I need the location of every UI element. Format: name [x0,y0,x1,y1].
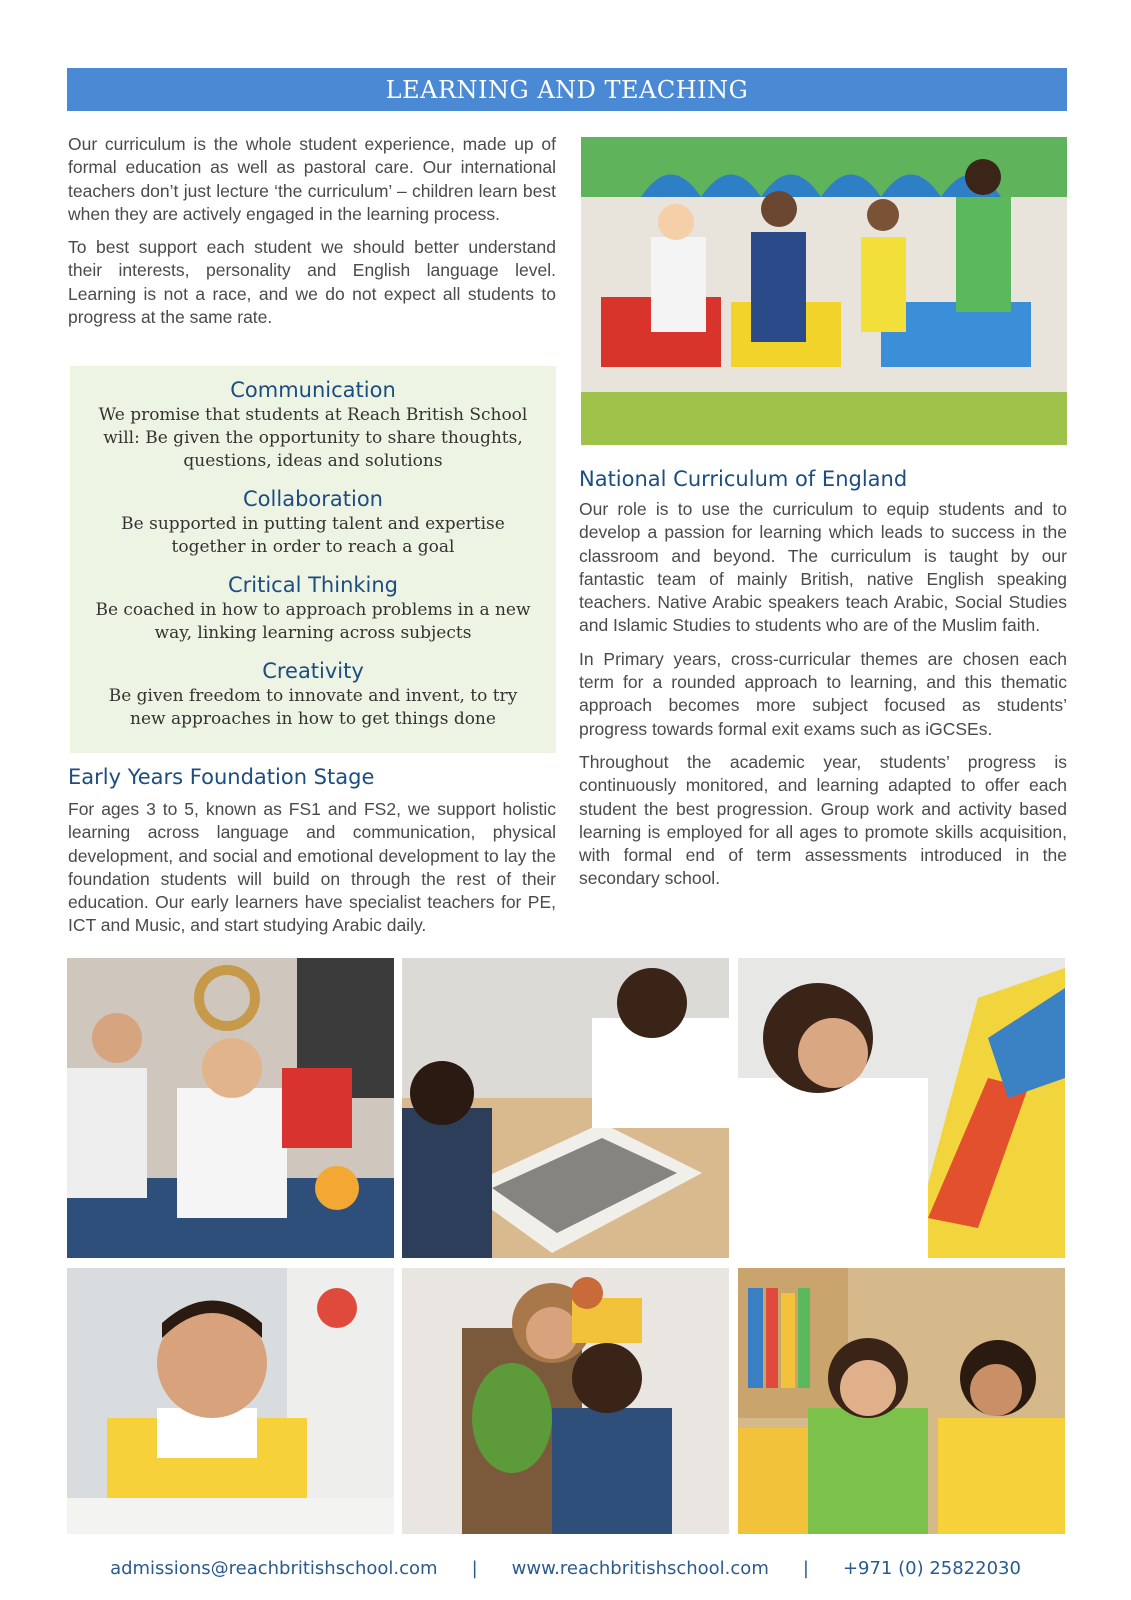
photo-children-jumping [581,137,1067,445]
photo-painting [738,958,1065,1258]
national-paragraph: Our role is to use the curriculum to equip students and to develop a passion for learning which leads to success in the classroom and beyond. The curriculum is taught by our fantastic team of mainly British, native English speaking teachers. Native Arabic speakers teach Arabic, Social Studies and Islamic Studies to students who are of the Muslim faith. [579,499,1067,636]
intro-paragraph: Our curriculum is the whole student experience, made up of formal education as well as pastoral care. Our international teachers don’t just lecture ‘the curriculum’ – children learn best when they are actively engaged in the learning process. [68,134,556,224]
photo-reading-corner [738,1268,1065,1534]
intro-paragraph: To best support each student we should better understand their interests, personality and English language level. Learning is not a race, and we do not expect all students to progress at the same rate. [68,237,556,328]
photo-puppet-show [402,1268,729,1534]
footer [0,1558,1131,1579]
intro-text [68,133,556,339]
value-text: We promise that students at Reach British School will: Be given the opportunity to share thoughts, questions, ideas and solutions [98,405,528,471]
footer-website[interactable]: www.reachbritishschool.com [511,1558,769,1579]
eyfs-heading: Early Years Foundation Stage [68,765,375,789]
value-text: Be given freedom to innovate and invent, to try new approaches in how to get things done [108,686,518,729]
national-text [579,498,1067,901]
national-heading: National Curriculum of England [579,467,908,491]
value-heading: Creativity [262,659,364,683]
value-heading: Communication [230,378,396,402]
value-heading: Critical Thinking [227,573,399,597]
value-text: Be coached in how to approach problems in a new way, linking learning across subjects [95,600,531,643]
footer-separator: | [802,1558,809,1579]
page-banner: LEARNING AND TEACHING [67,68,1067,111]
eyfs-text [68,798,556,948]
eyfs-paragraph: For ages 3 to 5, known as FS1 and FS2, we support holistic learning across language and communication, physical development, and social and emotional development to lay the foundation students will build on through the rest of their education. Our early learners have specialist teachers for PE, ICT and Music, and start studying Arabic daily. [68,799,556,936]
national-paragraph: Throughout the academic year, students’ progress is continuously monitored, and learning adapted to offer each student the best progression. Group work and activity based learning is employed for all ages to promote skills acquisition, with formal end of term assessments introduced in the secondary school. [579,751,1067,889]
values-box [70,366,556,753]
footer-email[interactable]: admissions@reachbritishschool.com [110,1558,438,1579]
photo-chess-game [402,958,729,1258]
footer-phone[interactable]: +971 (0) 25822030 [842,1558,1021,1579]
photo-music-class [67,958,394,1258]
photo-boy-writing [67,1268,394,1534]
national-paragraph: In Primary years, cross-curricular themes are chosen each term for a rounded approach to learning, and this thematic approach becomes more subject focused as students’ progress towards formal exit exams such as iGCSEs. [579,648,1067,739]
value-heading: Collaboration [243,487,383,511]
value-text: Be supported in putting talent and expertise together in order to reach a goal [121,514,505,557]
footer-separator: | [471,1558,478,1579]
